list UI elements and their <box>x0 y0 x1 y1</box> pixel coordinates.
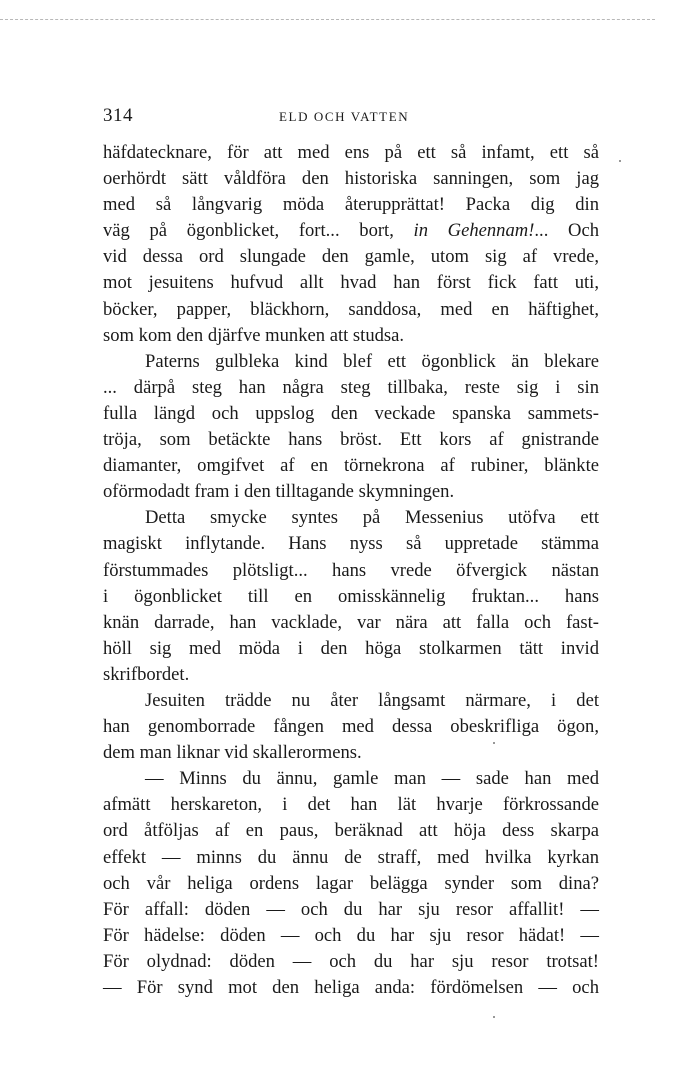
top-edge-rule <box>0 19 655 20</box>
text-line-segment: förstummades plötsligt... hans vrede öfvergick nästan <box>103 559 599 581</box>
text-line-segment: häfdatecknare, för att med ens på ett så infamt, ett så <box>103 142 599 163</box>
text-line <box>103 297 599 323</box>
page-header <box>103 105 599 129</box>
paper-speck <box>619 160 621 162</box>
text-line <box>103 818 599 844</box>
text-line <box>103 375 599 401</box>
text-line <box>103 610 599 636</box>
text-line <box>103 479 599 505</box>
text-line-segment: — Minns du ännu, gamle man — sade han med <box>145 768 599 790</box>
text-line-segment: För hädelse: döden — och du har sju resor hädat! — <box>103 924 599 946</box>
text-line <box>103 401 599 427</box>
text-line <box>103 662 599 688</box>
text-line-segment: skrifbordet. <box>103 663 190 685</box>
text-line <box>103 558 599 584</box>
text-line-segment: med så långvarig möda återupprättat! Packa dig din <box>103 194 599 216</box>
text-line <box>103 688 599 714</box>
text-line-segment: höll sig med möda i den höga stolkarmen tätt invid <box>103 637 599 659</box>
text-line <box>103 740 599 766</box>
text-line-segment: knän darrade, han vacklade, var nära att falla och fast- <box>103 611 599 633</box>
paper-speck <box>493 742 495 744</box>
text-line <box>103 845 599 871</box>
text-line <box>103 792 599 818</box>
text-line-segment: tröja, som betäckte hans bröst. Ett kors af gnistrande <box>103 429 599 451</box>
text-line <box>103 323 599 349</box>
text-line <box>103 766 599 792</box>
text-line <box>103 166 599 192</box>
running-head: ELD OCH VATTEN <box>279 109 410 124</box>
text-line-segment: mot jesuitens hufvud allt hvad han först fick fatt uti, <box>103 272 599 294</box>
text-line-segment: magiskt inflytande. Hans nyss så uppretade stämma <box>103 533 599 555</box>
text-line <box>103 871 599 897</box>
text-line-segment: i ögonblicket till en omisskännelig fruktan... hans <box>103 585 599 607</box>
text-line-segment: väg på ögonblicket, fort... bort, <box>103 220 414 242</box>
text-line-segment: han genomborrade fången med dessa obeskrifliga ögon, <box>103 716 599 738</box>
text-line-segment: Jesuiten trädde nu åter långsamt närmare, i det <box>145 689 599 711</box>
text-line-segment: dem man liknar vid skallerormens. <box>103 742 362 764</box>
text-line <box>103 636 599 662</box>
paper-speck <box>493 1016 495 1018</box>
text-line-segment: För olydnad: döden — och du har sju resor trotsat! <box>103 950 599 972</box>
text-line <box>103 975 599 1001</box>
text-line <box>103 427 599 453</box>
text-line <box>103 531 599 557</box>
text-line <box>103 505 599 531</box>
page-number: 314 <box>103 105 133 126</box>
text-line-segment: ord åtföljas af en paus, beräknad att höja dess skarpa <box>103 820 599 842</box>
text-line <box>103 218 599 244</box>
text-line <box>103 949 599 975</box>
text-line-segment: ... därpå steg han några steg tillbaka, reste sig i sin <box>103 376 599 398</box>
italic-phrase: in Gehennam! <box>413 220 535 242</box>
text-line <box>103 349 599 375</box>
text-line <box>103 584 599 610</box>
text-line-segment: Paterns gulbleka kind blef ett ögonblick än blekare <box>145 350 599 372</box>
text-line-segment: Detta smycke syntes på Messenius utöfva ett <box>145 507 599 529</box>
text-line <box>103 453 599 479</box>
text-line-segment: oförmodadt fram i den tilltagande skymningen. <box>103 481 455 503</box>
text-line-segment: och vår heliga ordens lagar belägga synder som dina? <box>103 872 599 894</box>
text-line-segment: som kom den djärfve munken att studsa. <box>103 324 405 346</box>
text-line-segment: diamanter, omgifvet af en törnekrona af rubiner, blänkte <box>103 455 599 477</box>
text-line <box>103 270 599 296</box>
text-line-segment: För affall: döden — och du har sju resor affallit! — <box>103 898 599 920</box>
text-line-segment: — För synd mot den heliga anda: fördömelsen — och <box>103 977 599 998</box>
text-line <box>103 192 599 218</box>
text-line <box>103 140 599 166</box>
body-text <box>103 140 599 1001</box>
text-line-segment: ... Och <box>534 220 599 242</box>
text-line-segment: effekt — minns du ännu de straff, med hvilka kyrkan <box>103 846 599 868</box>
text-line-segment: böcker, papper, bläckhorn, sanddosa, med en häftighet, <box>103 298 599 320</box>
text-line <box>103 923 599 949</box>
text-line-segment: vid dessa ord slungade den gamle, utom sig af vrede, <box>103 246 599 268</box>
text-line <box>103 714 599 740</box>
text-line <box>103 897 599 923</box>
text-line <box>103 244 599 270</box>
text-line-segment: oerhördt sätt våldföra den historiska sanningen, som jag <box>103 168 599 190</box>
text-line-segment: fulla längd och uppslog den veckade spanska sammets- <box>103 402 599 424</box>
text-line-segment: afmätt herskareton, i det han lät hvarje förkrossande <box>103 794 599 816</box>
